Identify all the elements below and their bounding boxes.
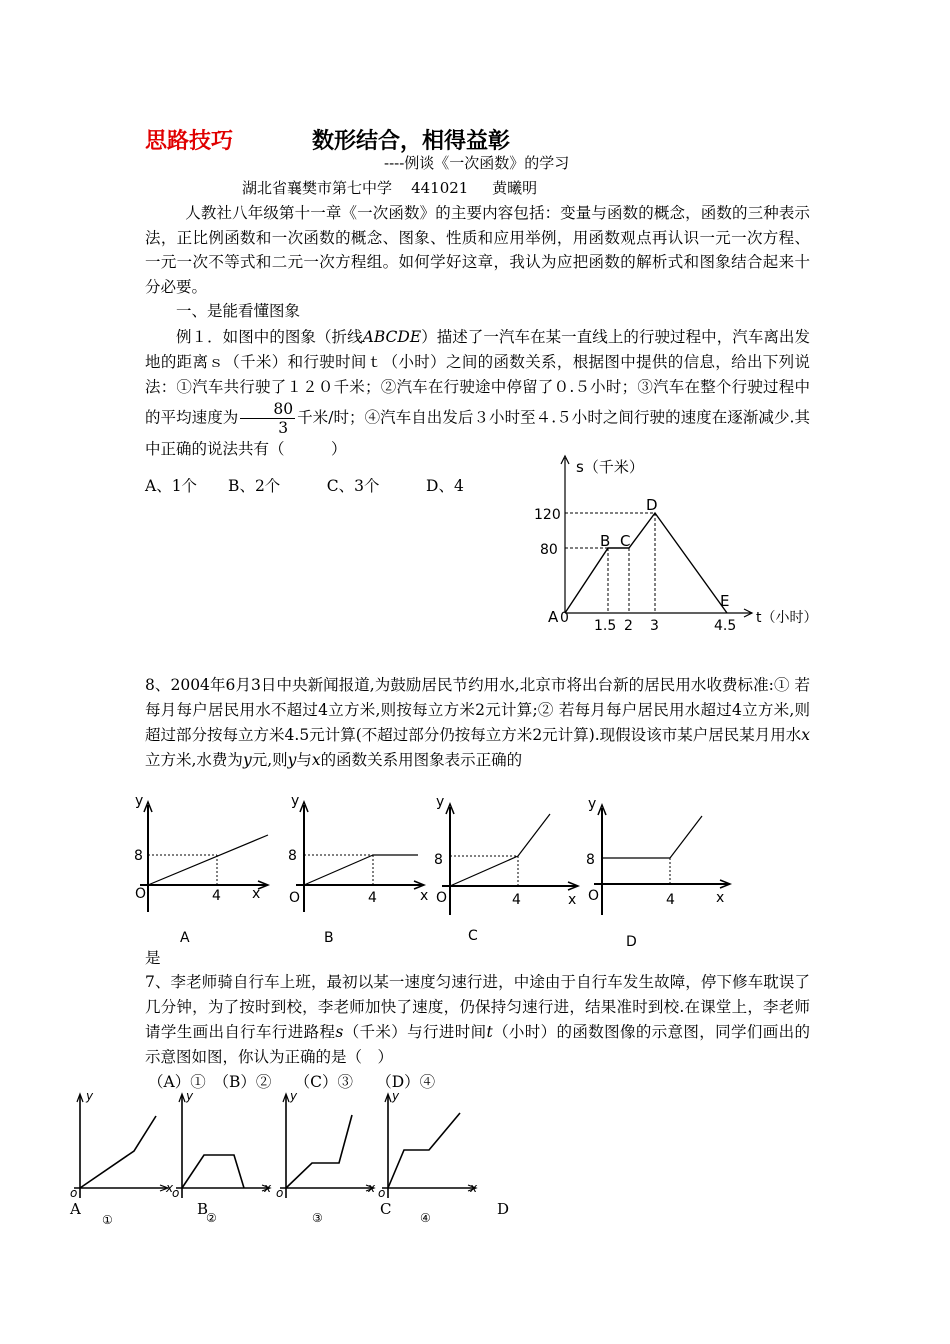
q7g2-origin: o	[172, 1186, 180, 1200]
q8-option-c-label: C	[468, 928, 478, 944]
point-c-label: C	[620, 532, 631, 550]
q8-graph-c	[430, 790, 590, 950]
point-e-label: E	[720, 592, 730, 610]
q8d-x-label: x	[716, 890, 725, 906]
q8-graph-b	[286, 790, 436, 950]
q7g4-origin: o	[378, 1186, 386, 1200]
q8a-ytick: 8	[134, 848, 143, 864]
q8b-x-label: x	[420, 888, 429, 904]
x-axis-label: t（小时）	[756, 610, 818, 626]
q8-var-y-2: y	[287, 751, 297, 769]
q8-graph-a	[130, 790, 280, 950]
q8-option-d-label: D	[626, 934, 637, 950]
q8a-x-label: x	[252, 886, 261, 902]
xtick-2: 2	[624, 618, 633, 634]
q8c-xtick: 4	[512, 892, 521, 908]
q7-graph-2	[168, 1088, 278, 1228]
q8-tail: 是	[145, 949, 161, 967]
ytick-120: 120	[534, 507, 561, 523]
q8-text-d: 与	[296, 751, 312, 769]
q7g1-y-label: y	[86, 1089, 94, 1103]
q8d-xtick: 4	[666, 892, 675, 908]
xtick-1-5: 1.5	[594, 618, 617, 634]
q8c-y-label: y	[436, 794, 445, 810]
q8b-origin: O	[289, 890, 301, 906]
ytick-80: 80	[540, 542, 558, 558]
q8d-y-label: y	[588, 796, 597, 812]
q8a-y-label: y	[135, 793, 144, 809]
example-1-text-b: ）描述了一汽车在某一直线上的行驶过程中，汽车离出发地的距离ｓ（千米）和行驶时间ｔ（小时）之间的函数关系，根据图中提供的信息，给出下列说法：①汽车共行驶了１２０千米；②汽车在行驶途中停留了０.５小时；③汽车在整个行驶过程中的平均速度为	[145, 328, 810, 427]
example-1-text-a: 例１．如图中的图象（折线	[176, 328, 363, 346]
q7-letter-d: D	[497, 1200, 510, 1218]
q7-letter-c: C	[380, 1200, 392, 1218]
q7g3-origin: o	[276, 1186, 284, 1200]
q7-graph-3	[272, 1088, 382, 1228]
fraction-denominator: 3	[278, 419, 289, 437]
q7g2-number: ②	[206, 1211, 217, 1225]
q8c-x-label: x	[568, 892, 577, 908]
q8c-ytick: 8	[434, 852, 443, 868]
distance-time-chart	[530, 450, 830, 640]
y-axis-label: s（千米）	[576, 458, 644, 476]
question-8	[145, 673, 810, 773]
q7g2-y-label: y	[186, 1089, 194, 1103]
q8-graph-d	[582, 790, 742, 950]
q8-text-c: 元,则	[251, 751, 288, 769]
example-1	[145, 325, 810, 462]
q7g1-origin: o	[70, 1186, 78, 1200]
q7-text-a: 7、李老师骑自行车上班，最初以某一速度匀速行进，中途由于自行车发生故障，停下修车耽误了几分钟，为了按时到校，李老师加快了速度，仍保持匀速行进，结果准时到校.在课堂上，李老师请学生画出自行车行进路程	[145, 973, 810, 1041]
q7-letter-a: A	[70, 1200, 81, 1218]
q7-options: （A）① （B）② （C）③ （D）④	[148, 1073, 436, 1091]
q8-var-y: y	[242, 751, 252, 769]
xtick-4-5: 4.5	[714, 618, 737, 634]
q8b-ytick: 8	[288, 848, 297, 864]
point-d-label: D	[646, 496, 658, 514]
q8d-ytick: 8	[586, 852, 595, 868]
q8b-y-label: y	[291, 793, 300, 809]
q8-var-x: x	[801, 726, 810, 744]
polyline-name: ABCDE	[362, 328, 422, 346]
intro-paragraph: 人教社八年级第十一章《一次函数》的主要内容包括：变量与函数的概念，函数的三种表示法，正比例函数和一次函数的概念、图象、性质和应用举例，用函数观点再认识一元一次方程、一元一次不等式和二元一次方程组。如何学好这章，我认为应把函数的解析式和图象结合起来十分必要。	[145, 204, 810, 296]
q8-text-a: 8、2004年6月3日中央新闻报道,为鼓励居民节约用水,北京市将出台新的居民用水收费标准:① 若每月每户居民用水不超过4立方米,则按每立方米2元计算;② 若每月每户居民用水超过4立方米,则超过部分按每立方米4.5元计算(不超过部分仍按每立方米2元计算).现假设该市某户居民某月用水	[145, 676, 810, 744]
q7g4-x-label: x	[470, 1181, 478, 1195]
article-title: 数形结合，相得益彰	[312, 129, 511, 154]
question-7	[145, 970, 810, 1070]
q7-graph-1	[66, 1088, 176, 1228]
q7-var-t: t	[486, 1023, 493, 1041]
speed-fraction	[240, 400, 295, 437]
q7-text-c: （小时）的函数图像的示意图，同学们画出的示意图如图，你认为正确的是（ ）	[145, 1023, 810, 1066]
point-b-label: B	[600, 532, 611, 550]
xtick-0: 0	[560, 610, 569, 626]
q7g3-y-label: y	[290, 1089, 298, 1103]
q7-var-s: s	[335, 1023, 344, 1041]
section-heading-1: 一、是能看懂图象	[176, 302, 301, 320]
example-1-options: A、1个 B、2个 C、3个 D、4	[145, 477, 464, 495]
author-line: 湖北省襄樊市第七中学 441021 黄曦明	[242, 179, 538, 197]
section-tag: 思路技巧	[145, 129, 234, 154]
q7-text-b: （千米）与行进时间	[343, 1023, 487, 1041]
q7g4-y-label: y	[392, 1089, 400, 1103]
distance-polyline	[565, 513, 730, 613]
example-1-text-c: 千米/时；④汽车自出发后３小时至４.５小时之间行驶的速度在逐渐减少.其中正确的说法共有（ ）	[145, 408, 810, 458]
fraction-numerator: 80	[240, 400, 295, 419]
point-a-label: A	[548, 608, 559, 626]
article-subtitle: ----例谈《一次函数》的学习	[384, 154, 570, 172]
q7g1-number: ①	[102, 1213, 113, 1227]
q8-text-b: 立方米,水费为	[145, 751, 243, 769]
q8-option-a-label: A	[180, 930, 190, 946]
q7g3-number: ③	[312, 1211, 323, 1225]
q8a-xtick: 4	[212, 888, 221, 904]
q7g1-x-label: x	[166, 1181, 174, 1195]
q8d-origin: O	[588, 888, 600, 904]
xtick-3: 3	[650, 618, 659, 634]
q8-text-e: 的函数关系用图象表示正确的	[320, 751, 523, 769]
q8-var-x-2: x	[311, 751, 321, 769]
q7g2-x-label: x	[264, 1181, 272, 1195]
q8-option-b-label: B	[324, 930, 334, 946]
q7g4-number: ④	[420, 1211, 431, 1225]
q8c-origin: O	[436, 890, 448, 906]
q7-letter-b: B	[197, 1200, 209, 1218]
q8a-origin: O	[135, 886, 147, 902]
q8b-xtick: 4	[368, 890, 377, 906]
q7g3-x-label: x	[368, 1181, 376, 1195]
